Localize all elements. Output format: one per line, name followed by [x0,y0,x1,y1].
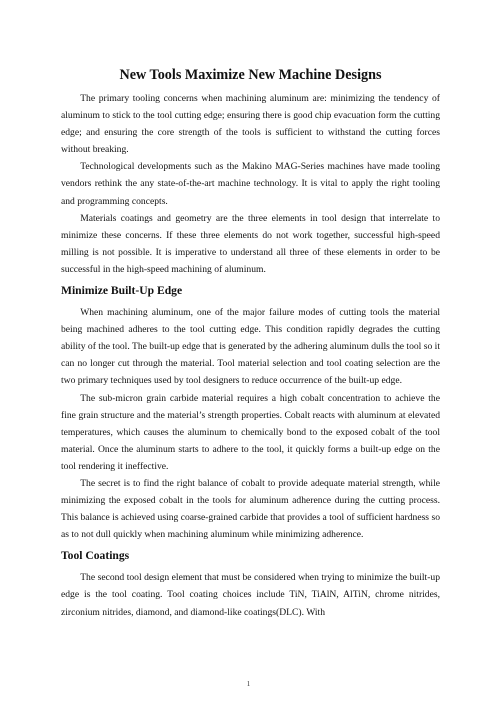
intro-paragraph-2: Technological developments such as the Makino MAG-Series machines have made tooling vendors rethink the any state-of-the-art machine technology. It is vital to apply the right tooling and programming concepts. [61,161,440,207]
section-heading-built-up-edge: Minimize Built-Up Edge [61,284,183,298]
built-up-edge-paragraph-1: When machining aluminum, one of the major failure modes of cutting tools the material being machined adheres to the tool cutting edge. This condition rapidly degrades the cutting ability of the tool. The built-up edge that is generated by the adhering aluminum dulls the tool so it can no longer cut through the material. Tool material selection and tool coating selection are the two primary techniques used by tool designers to reduce occurrence of the built-up edge. [61,307,440,387]
built-up-edge-paragraph-3: The secret is to find the right balance of cobalt to provide adequate material strength, while minimizing the exposed cobalt in the tools for aluminum adherence during the cutting process. This balance is achieved using coarse-grained carbide that provides a tool of sufficient hardness so as to not dull quickly when machining aluminum while minimizing adherence. [61,477,440,541]
intro-paragraph-3: Materials coatings and geometry are the three elements in tool design that interrelate to minimize these concerns. If these three elements do not work together, successful high-speed milling is not possible. It is imperative to understand all three of these elements in order to be successful in the high-speed machining of aluminum. [61,212,440,275]
intro-paragraph-1: The primary tooling concerns when machining aluminum are: minimizing the tendency of aluminum to stick to the tool cutting edge; ensuring there is good chip evacuation form the cutting edge; and ensuring the core strength of the tools is sufficient to withstand the cutting forces without breaking. [61,93,440,156]
page-number: 1 [246,680,251,688]
section-heading-tool-coatings: Tool Coatings [61,549,130,563]
tool-coatings-paragraph-1: The second tool design element that must be considered when trying to minimize the built-up edge is the tool coating. Tool coating choices include TiN, TiAlN, AlTiN, chrome nitrides, zirconium nitrides, diamond, and diamond-like coatings(DLC). With [61,572,440,618]
built-up-edge-paragraph-2: The sub-micron grain carbide material requires a high cobalt concentration to achieve the fine grain structure and the material’s strength properties. Cobalt reacts with aluminum at elevated temperatures, which causes the aluminum to chemically bond to the exposed cobalt of the tool material. Once the aluminum starts to adhere to the tool, it quickly forms a built-up edge on the tool rendering it ineffective. [61,392,440,472]
document-title: New Tools Maximize New Machine Designs [119,67,382,83]
